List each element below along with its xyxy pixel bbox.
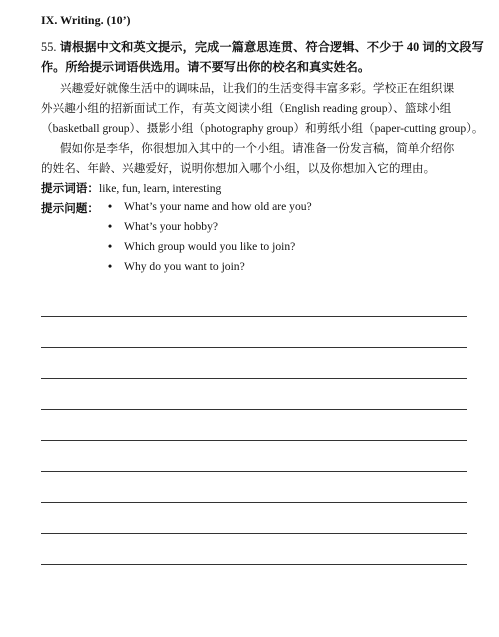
answer-line[interactable] bbox=[41, 378, 467, 379]
answer-line[interactable] bbox=[41, 409, 467, 410]
hint-words-label: 提示词语： bbox=[41, 182, 99, 195]
question-instruction-line1 bbox=[41, 38, 484, 55]
answer-line[interactable] bbox=[41, 471, 467, 472]
passage-line-2: 外兴趣小组的招新面试工作，有英文阅读小组（English reading group）、篮球小组 bbox=[41, 102, 452, 115]
passage-line-4: 假如你是李华，你很想加入其中的一个小组。请准备一份发言稿，简单介绍你 bbox=[60, 142, 455, 155]
hint-question-item bbox=[108, 260, 312, 280]
hint-question-item bbox=[108, 200, 312, 220]
hint-words: like, fun, learn, interesting bbox=[98, 182, 222, 195]
answer-line[interactable] bbox=[41, 347, 467, 348]
hint-questions-list bbox=[108, 200, 312, 280]
hint-question-text: Why do you want to join? bbox=[124, 260, 245, 273]
answer-line[interactable] bbox=[41, 533, 467, 534]
question-number: 55. bbox=[41, 40, 57, 54]
answer-line[interactable] bbox=[41, 316, 467, 317]
hint-question-text: What’s your hobby? bbox=[124, 220, 219, 233]
answer-line[interactable] bbox=[41, 502, 467, 503]
hint-question-item bbox=[108, 220, 312, 240]
bullet-icon: • bbox=[108, 260, 113, 273]
hint-question-text: What’s your name and how old are you? bbox=[124, 200, 312, 213]
answer-line[interactable] bbox=[41, 440, 467, 441]
passage-line-5: 的姓名、年龄、兴趣爱好，说明你想加入哪个小组，以及你想加入它的理由。 bbox=[41, 162, 436, 175]
hint-questions-label: 提示问题： bbox=[41, 202, 99, 215]
bullet-icon: • bbox=[108, 220, 113, 233]
hint-words-row bbox=[41, 180, 221, 196]
passage-line-1: 兴趣爱好就像生活中的调味品，让我们的生活变得丰富多彩。学校正在组织课 bbox=[60, 82, 455, 95]
section-title: IX. Writing. (10’) bbox=[41, 13, 131, 27]
instruction-text-1: 请根据中文和英文提示，完成一篇意思连贯、符合逻辑、不少于 40 词的文段写 bbox=[59, 40, 484, 54]
hint-question-item bbox=[108, 240, 312, 260]
passage-line-3: （basketball group）、摄影小组（photography group）和剪纸小组（paper-cutting group）。 bbox=[41, 122, 484, 135]
bullet-icon: • bbox=[108, 200, 113, 213]
hint-question-text: Which group would you like to join? bbox=[124, 240, 296, 253]
answer-line[interactable] bbox=[41, 564, 467, 565]
bullet-icon: • bbox=[108, 240, 113, 253]
question-instruction-line2: 作。所给提示词语供选用。请不要写出你的校名和真实姓名。 bbox=[41, 60, 371, 74]
